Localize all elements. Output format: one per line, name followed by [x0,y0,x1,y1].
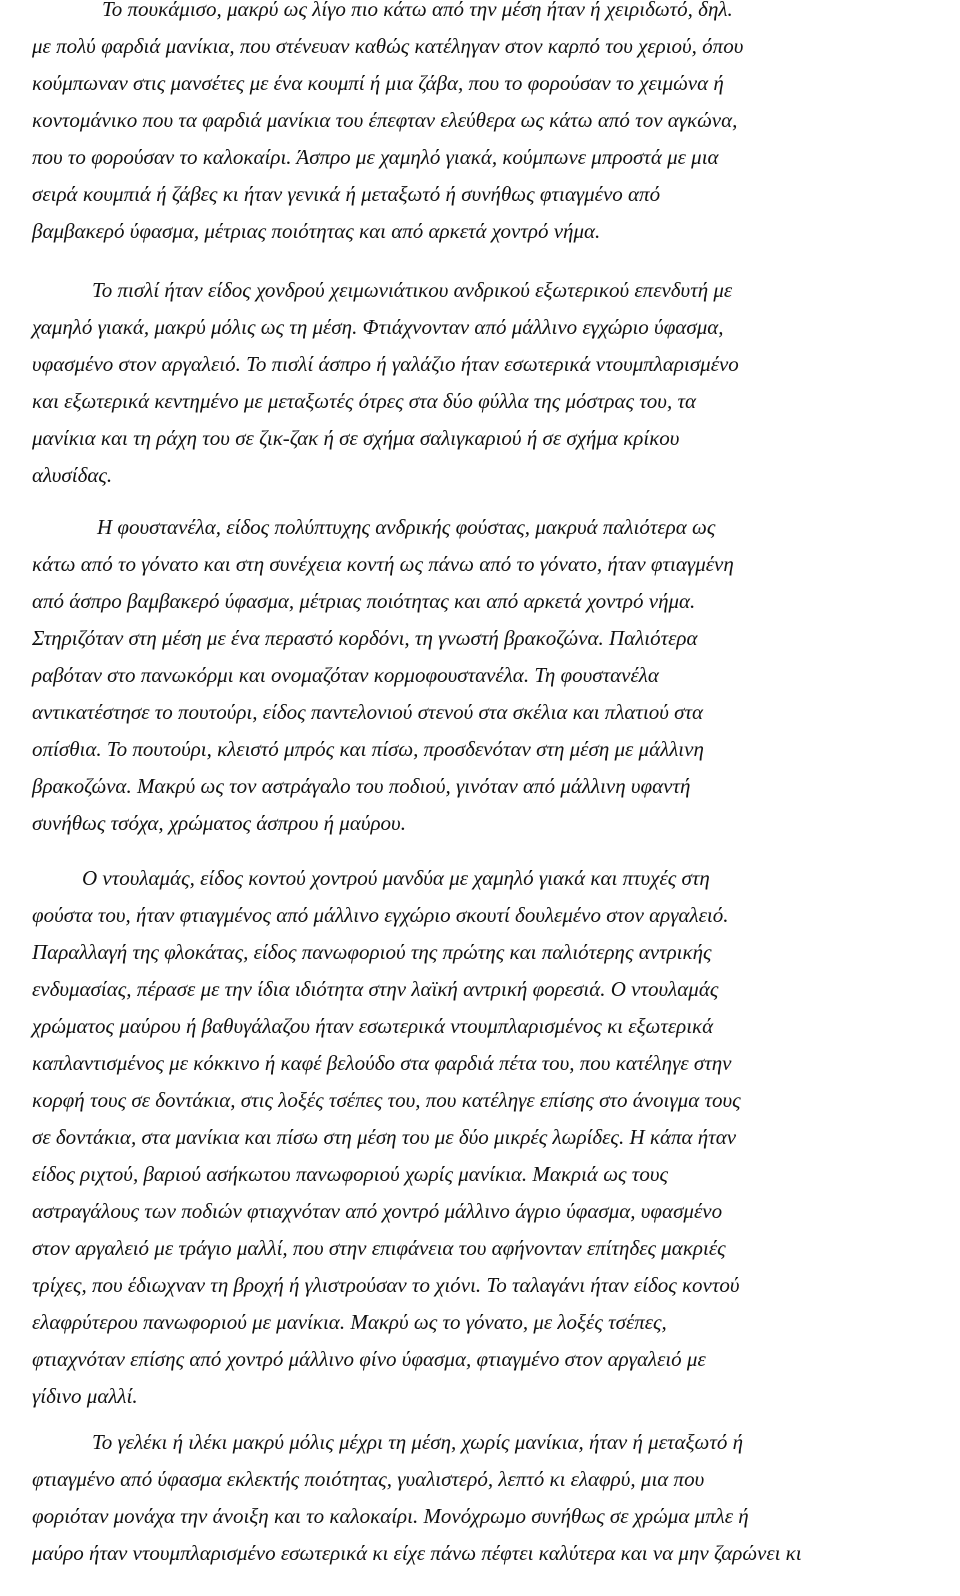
text-line: είδος ριχτού, βαριού ασήκωτου πανωφοριού χωρίς μανίκια. Μακριά ως τους [32,1162,668,1186]
text-line: γίδινο μαλλί. [32,1384,138,1408]
text-line: σειρά κουμπιά ή ζάβες κι ήταν γενικά ή μεταξωτό ή συνήθως φτιαγμένο από [32,182,661,206]
paragraph-geleki [0,1424,960,1572]
text-line: σε δοντάκια, στα μανίκια και πίσω στη μέση του με δύο μικρές λωρίδες. Η κάπα ήταν [32,1125,737,1149]
text-line: οπίσθια. Το πουτούρι, κλειστό μπρός και πίσω, προσδενόταν στη μέση με μάλλινη [32,737,704,761]
text-line: στον αργαλειό με τράγιο μαλλί, που στην επιφάνεια του αφήνονταν επίτηδες μακριές [32,1236,726,1260]
text-line: ραβόταν στο πανωκόρμι και ονομαζόταν κορμοφουστανέλα. Τη φουστανέλα [32,663,659,687]
text-line: Το πισλί ήταν είδος χονδρού χειμωνιάτικου ανδρικού εξωτερικού επενδυτή με [92,278,733,302]
text-line: ενδυμασίας, πέρασε με την ίδια ιδιότητα στην λαϊκή αντρική φορεσιά. Ο ντουλαμάς [32,977,719,1001]
text-line: μανίκια και τη ράχη του σε ζικ-ζακ ή σε σχήμα σαλιγκαριού ή σε σχήμα κρίκου [32,426,680,450]
text-line: χαμηλό γιακά, μακρύ μόλις ως τη μέση. Φτιάχνονταν από μάλλινο εγχώριο ύφασμα, [32,315,724,339]
text-line: τρίχες, που έδιωχναν τη βροχή ή γλιστρούσαν το χιόνι. Το ταλαγάνι ήταν είδος κοντού [32,1273,740,1297]
text-line: καπλαντισμένος με κόκκινο ή καφέ βελούδο στα φαρδιά πέτα του, που κατέληγε στην [32,1051,732,1075]
text-line: και εξωτερικά κεντημένο με μεταξωτές ότρες στα δύο φύλλα της μόστρας του, τα [32,389,696,413]
text-line: κούμπωναν στις μανσέτες με ένα κουμπί ή μια ζάβα, που το φορούσαν το χειμώνα ή [32,71,724,95]
text-line: μαύρο ήταν ντουμπλαρισμένο εσωτερικά κι είχε πάνω πέφτει καλύτερα και να μην ζαρώνει κι [32,1541,802,1565]
text-line: φτιαχνόταν επίσης από χοντρό μάλλινο φίνο ύφασμα, φτιαγμένο στον αργαλειό με [32,1347,706,1371]
text-line: αλυσίδας. [32,463,113,487]
text-line: Στηριζόταν στη μέση με ένα περαστό κορδόνι, τη γνωστή βρακοζώνα. Παλιότερα [32,626,698,650]
paragraph-foustanela [0,509,960,842]
text-line: Παραλλαγή της φλοκάτας, είδος πανωφοριού της πρώτης και παλιότερης αντρικής [32,940,712,964]
text-line: κοντομάνικο που τα φαρδιά μανίκια του έπεφταν ελεύθερα ως κάτω από τον αγκώνα, [32,108,738,132]
text-line: υφασμένο στον αργαλειό. Το πισλί άσπρο ή γαλάζιο ήταν εσωτερικά ντουμπλαρισμένο [32,352,739,376]
text-line: χρώματος μαύρου ή βαθυγάλαζου ήταν εσωτερικά ντουμπλαρισμένος κι εξωτερικά [32,1014,714,1038]
text-line: Ο ντουλαμάς, είδος κοντού χοντρού μανδύα με χαμηλό γιακά και πτυχές στη [82,866,710,890]
text-line: Το γελέκι ή ιλέκι μακρύ μόλις μέχρι τη μέση, χωρίς μανίκια, ήταν ή μεταξωτό ή [92,1430,744,1454]
text-line: κορφή τους σε δοντάκια, στις λοξές τσέπες του, που κατέληγε επίσης στο άνοιγμα τους [32,1088,741,1112]
paragraph-doulamas [0,860,960,1415]
text-line: συνήθως τσόχα, χρώματος άσπρου ή μαύρου. [32,811,406,835]
text-line: βρακοζώνα. Μακρύ ως τον αστράγαλο του ποδιού, γινόταν από μάλλινη υφαντή [32,774,691,798]
text-line: φούστα του, ήταν φτιαγμένος από μάλλινο εγχώριο σκουτί δουλεμένο στον αργαλειό. [32,903,729,927]
text-line: Η φουστανέλα, είδος πολύπτυχης ανδρικής φούστας, μακρυά παλιότερα ως [97,515,716,539]
paragraph-shirt [0,0,960,250]
text-line: βαμβακερό ύφασμα, μέτριας ποιότητας και από αρκετά χοντρό νήμα. [32,219,601,243]
text-line: φοριόταν μονάχα την άνοιξη και το καλοκαίρι. Μονόχρωμο συνήθως σε χρώμα μπλε ή [32,1504,749,1528]
text-line: Το πουκάμισο, μακρύ ως λίγο πιο κάτω από την μέση ήταν ή χειριδωτό, δηλ. [102,0,733,21]
text-line: αστραγάλους των ποδιών φτιαχνόταν από χοντρό μάλλινο άγριο ύφασμα, υφασμένο [32,1199,723,1223]
text-line: αντικατέστησε το πουτούρι, είδος παντελονιού στενού στα σκέλια και πλατιού στα [32,700,704,724]
text-line: που το φορούσαν το καλοκαίρι. Άσπρο με χαμηλό γιακά, κούμπωνε μπροστά με μια [32,145,719,169]
text-line: από άσπρο βαμβακερό ύφασμα, μέτριας ποιότητας και από αρκετά χοντρό νήμα. [32,589,696,613]
text-line: κάτω από το γόνατο και στη συνέχεια κοντή ως πάνω από το γόνατο, ήταν φτιαγμένη [32,552,734,576]
text-line: με πολύ φαρδιά μανίκια, που στένευαν καθώς κατέληγαν στον καρπό του χεριού, όπου [32,34,744,58]
text-line: ελαφρύτερου πανωφοριού με μανίκια. Μακρύ ως το γόνατο, με λοξές τσέπες, [32,1310,667,1334]
paragraph-pisli [0,272,960,494]
text-line: φτιαγμένο από ύφασμα εκλεκτής ποιότητας, γυαλιστερό, λεπτό κι ελαφρύ, μια που [32,1467,705,1491]
